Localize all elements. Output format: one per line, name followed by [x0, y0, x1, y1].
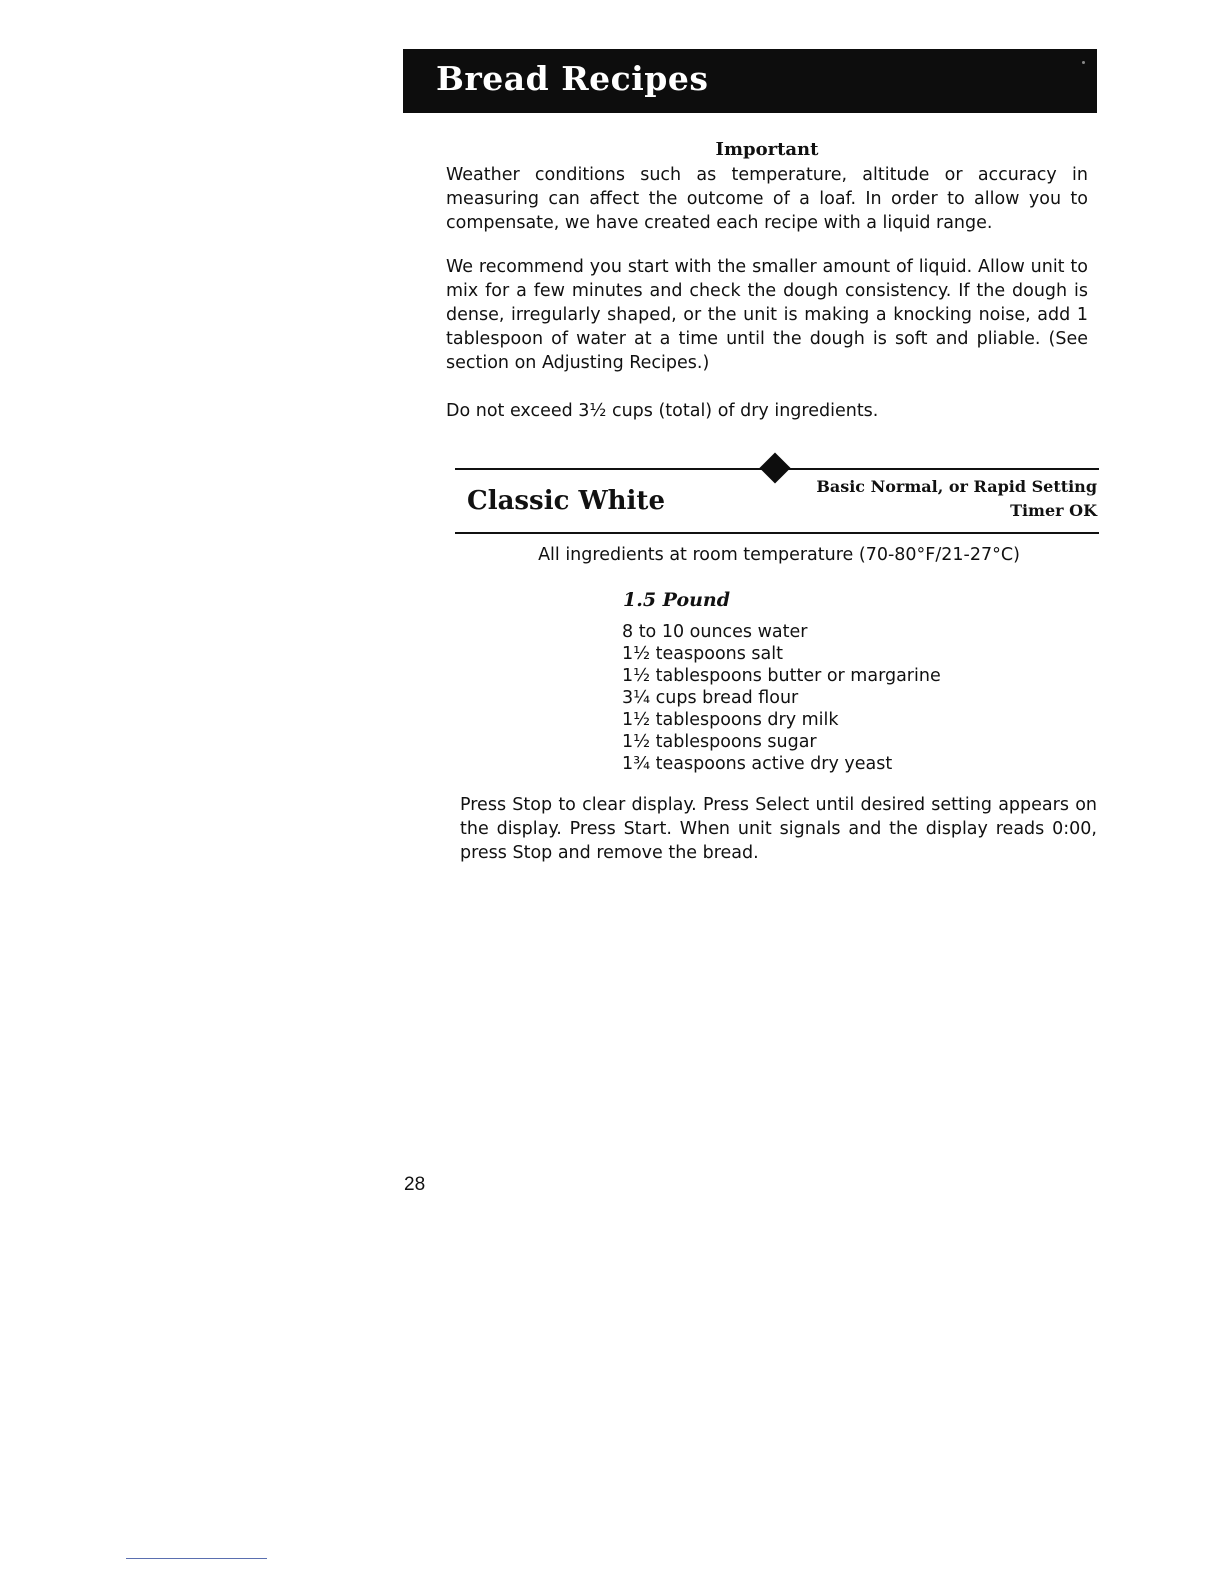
ingredient-item: 8 to 10 ounces water — [622, 622, 808, 642]
recipe-timer: Timer OK — [1010, 501, 1097, 520]
ingredient-item: 1½ tablespoons sugar — [622, 732, 817, 752]
recipe-bottom-rule — [455, 532, 1099, 534]
ingredient-item: 1½ tablespoons dry milk — [622, 710, 839, 730]
diamond-icon — [759, 452, 790, 483]
ingredient-item: 1½ teaspoons salt — [622, 644, 783, 664]
ingredient-list — [622, 621, 941, 775]
important-paragraph-3: Do not exceed 3½ cups (total) of dry ingredients. — [446, 401, 879, 421]
page-title: Bread Recipes — [436, 59, 709, 98]
recipe-setting: Basic Normal, or Rapid Setting — [816, 477, 1097, 496]
important-heading: Important — [715, 139, 819, 160]
loaf-size-label: 1.5 Pound — [623, 589, 731, 611]
section-banner — [403, 49, 1097, 113]
footer-line — [126, 1558, 267, 1559]
ingredient-item: 3¼ cups bread flour — [622, 688, 799, 708]
page-number: 28 — [404, 1174, 426, 1195]
important-paragraph-2: We recommend you start with the smaller amount of liquid. Allow unit to mix for a few minutes and check the dough consistency. If the dough is dense, irregularly shaped, or the unit is making a knocking noise, add 1 tablespoon of water at a time until the dough is soft and pliable. (See section on Adjusting Recipes.) — [446, 257, 1088, 373]
recipe-title: Classic White — [467, 486, 665, 516]
ingredient-item: 1¾ teaspoons active dry yeast — [622, 754, 893, 774]
banner-dot — [1082, 61, 1085, 64]
recipe-instructions: Press Stop to clear display. Press Select until desired setting appears on the display. Press Start. When unit signals and the display reads 0:00, press Stop and remove the bread. — [460, 795, 1097, 863]
ingredient-item: 1½ tablespoons butter or margarine — [622, 666, 941, 686]
temperature-note: All ingredients at room temperature (70-80°F/21-27°C) — [538, 545, 1020, 565]
important-paragraph-1: Weather conditions such as temperature, altitude or accuracy in measuring can affect the outcome of a loaf. In order to allow you to compensate, we have created each recipe with a liquid range. — [446, 165, 1088, 233]
